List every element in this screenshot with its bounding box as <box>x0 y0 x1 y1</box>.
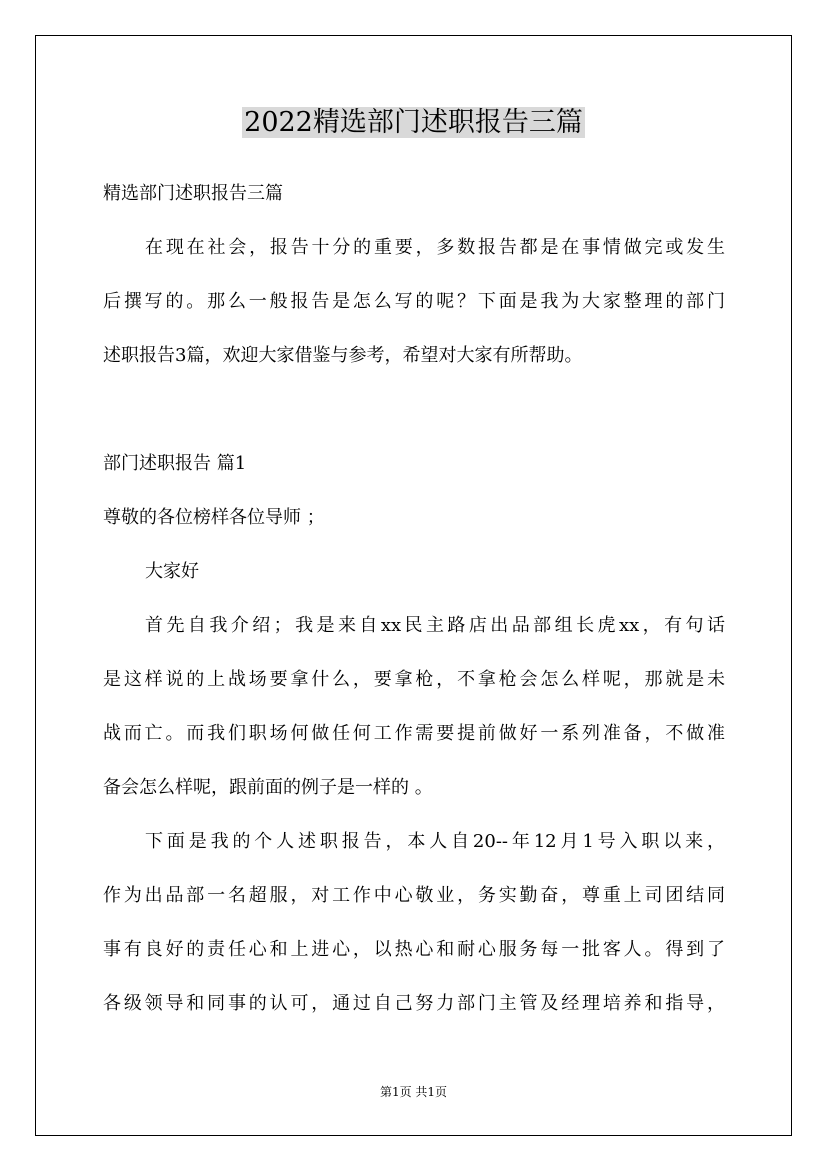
document-title-text: 2022精选部门述职报告三篇 <box>244 107 583 138</box>
paragraph2-line-3: 事有良好的责任心和上进心，以热心和耐心服务每一批客人。得到了 <box>103 939 725 960</box>
intro-line-1: 在现在社会，报告十分的重要，多数报告都是在事情做完或发生 <box>145 237 725 258</box>
document-title <box>0 103 827 143</box>
paragraph2-line-4: 各级领导和同事的认可，通过自己努力部门主管及经理培养和指导， <box>103 993 725 1014</box>
paragraph2-line-1: 下面是我的个人述职报告，本人自20--年12月1号入职以来， <box>145 831 725 852</box>
paragraph2-line-2: 作为出品部一名超服，对工作中心敬业，务实勤奋，尊重上司团结同 <box>103 885 725 906</box>
paragraph1-line-1: 首先自我介绍；我是来自xx民主路店出品部组长虎xx，有句话 <box>145 615 725 636</box>
page-footer <box>0 1084 827 1100</box>
paragraph1-line-4: 备会怎么样呢，跟前面的例子是一样的 。 <box>103 777 433 798</box>
page-number-label: 第1页 共1页 <box>379 1085 448 1099</box>
intro-line-2: 后撰写的。那么一般报告是怎么写的呢？下面是我为大家整理的部门 <box>103 291 725 312</box>
paragraph1-line-2: 是这样说的上战场要拿什么，要拿枪，不拿枪会怎么样呢，那就是未 <box>103 669 725 690</box>
intro-line-3: 述职报告3篇，欢迎大家借鉴与参考，希望对大家有所帮助。 <box>103 345 583 366</box>
salutation: 尊敬的各位榜样各位导师 ； <box>103 507 325 528</box>
paragraph1-line-3: 战而亡。而我们职场何做任何工作需要提前做好一系列准备，不做准 <box>103 723 725 744</box>
document-subtitle: 精选部门述职报告三篇 <box>103 183 283 204</box>
greeting: 大家好 <box>145 561 199 582</box>
section-heading: 部门述职报告 篇1 <box>103 453 247 474</box>
